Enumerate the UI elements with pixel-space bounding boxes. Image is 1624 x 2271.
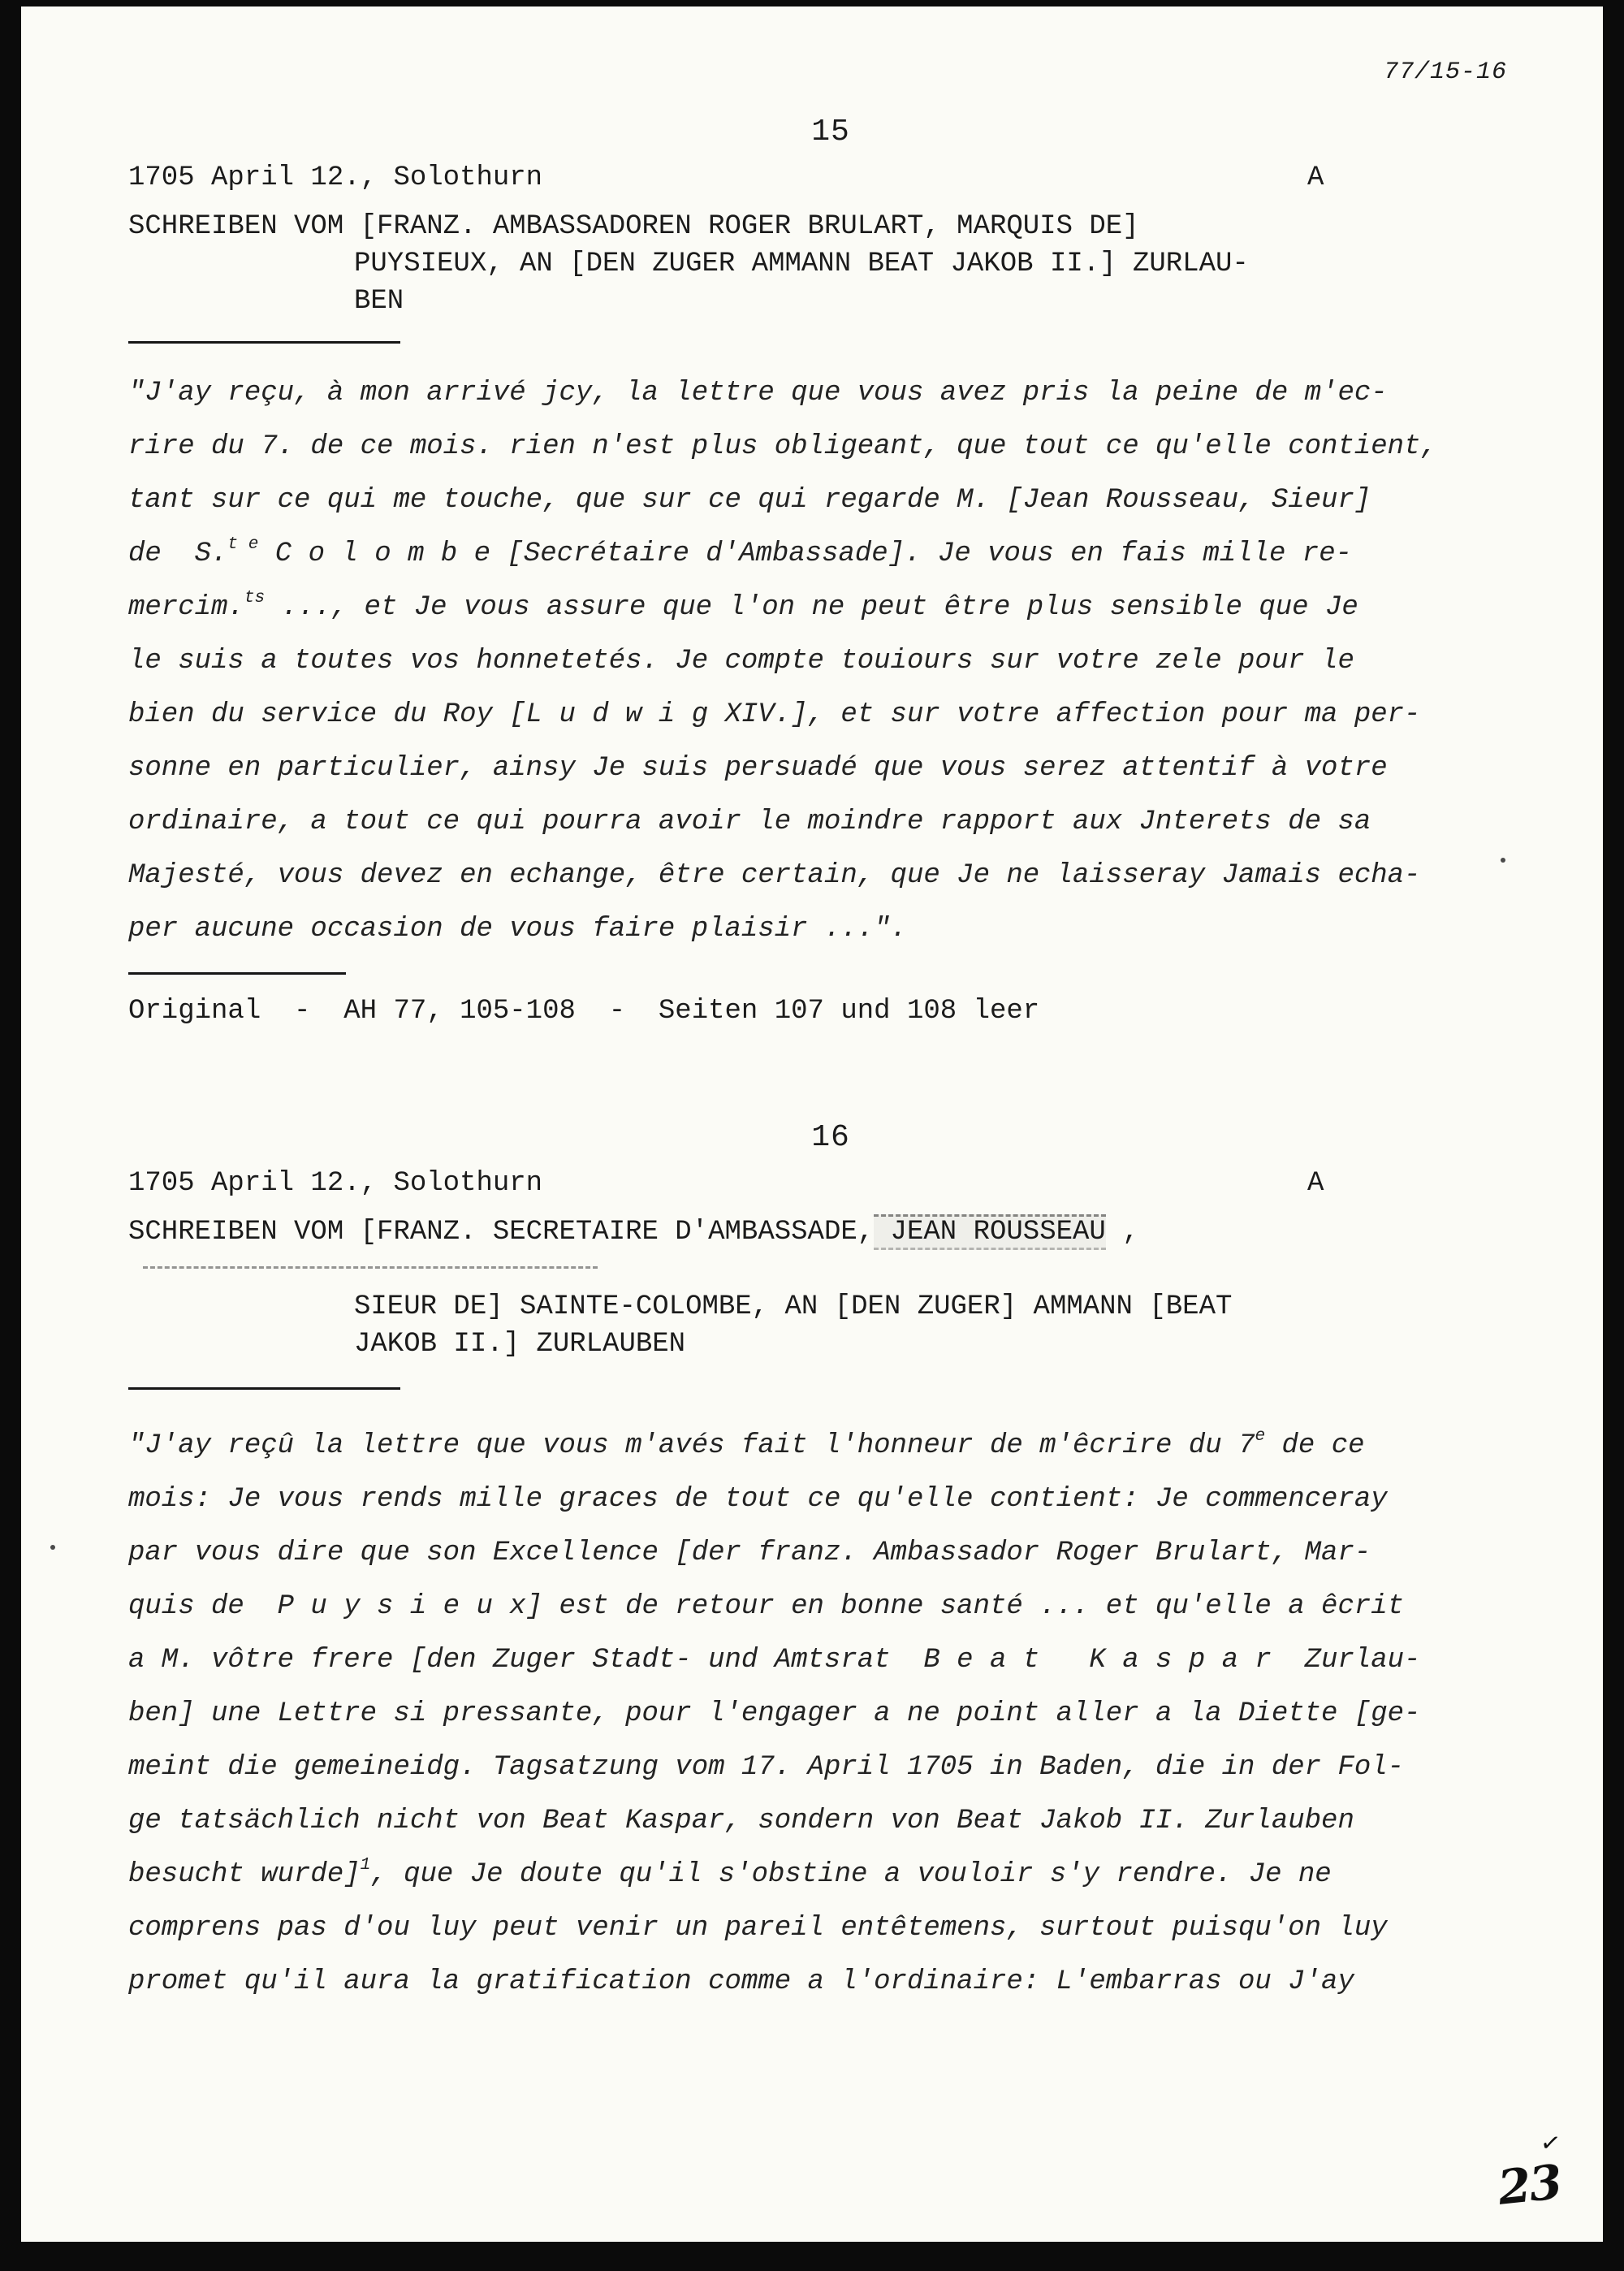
title-text: SCHREIBEN VOM [FRANZ. SECRETAIRE D'AMBASSADE, [128,1217,875,1248]
superscript: e [1255,1425,1266,1446]
title-line: SCHREIBEN VOM [FRANZ. AMBASSADOREN ROGER BRULART, MARQUIS DE] [128,211,1139,242]
archive-marker: A [1307,162,1324,193]
entry-title [128,1213,1533,1363]
quote-block [128,1419,1533,2009]
quote-line: meint die gemeineidg. Tagsatzung vom 17. April 1705 in Baden, die in der Fol- [128,1752,1405,1783]
quote-line: comprens pas d'ou luy peut venir un pareil entêtemens, surtout puisqu'on luy [128,1913,1388,1944]
footnote-marker: 1 [360,1854,371,1875]
quote-text: ..., et Je vous assure que l'on ne peut être plus sensible que Je [265,592,1358,623]
quote-text: de ce [1265,1430,1365,1461]
quote-line: sonne en particulier, ainsy Je suis persuadé que vous serez attentif à votre [128,753,1388,784]
corrected-text: JEAN ROUSSEAU [874,1214,1106,1250]
quote-line [128,1419,1533,1473]
entry-16 [21,1119,1533,2009]
quote-line: tant sur ce qui me touche, que sur ce qui regarde M. [Jean Rousseau, Sieur] [128,485,1371,516]
quote-line: promet qu'il aura la gratification comme a l'ordinaire: L'embarras ou J'ay [128,1966,1354,1997]
date-row [128,159,1533,197]
quote-text: "J'ay reçû la lettre que vous m'avés fait l'honneur de m'êcrire du 7 [128,1430,1255,1461]
quote-line: a M. vôtre frere [den Zuger Stadt- und Amtsrat B e a t K a s p a r Zurlau- [128,1645,1421,1676]
quote-line: rire du 7. de ce mois. rien n'est plus obligeant, que tout ce qu'elle contient, [128,431,1437,462]
date-line: 1705 April 12., Solothurn [128,162,543,193]
quote-line: mois: Je vous rends mille graces de tout ce qu'elle contient: Je commenceray [128,1484,1388,1515]
entry-number: 16 [811,1120,850,1155]
quote-line: ordinaire, a tout ce qui pourra avoir le moindre rapport aux Jnterets de sa [128,807,1371,837]
title-line: PUYSIEUX, AN [DEN ZUGER AMMANN BEAT JAKOB II.] ZURLAU- [354,249,1249,279]
title-line: BEN [354,286,404,317]
archive-marker: A [1307,1168,1324,1199]
separator-rule [128,972,346,975]
entry-number: 15 [811,115,850,149]
superscript: t e [227,534,259,554]
title-line: SIEUR DE] SAINTE-COLOMBE, AN [DEN ZUGER] AMMANN [BEAT [354,1291,1233,1322]
checkmark-icon: ✓ [1540,2128,1561,2161]
quote-line [128,581,1533,634]
quote-line: bien du service du Roy [L u d w i g XIV.], et sur votre affection pour ma per- [128,699,1421,730]
quote-line: "J'ay reçu, à mon arrivé jcy, la lettre que vous avez pris la peine de m'ec- [128,378,1388,409]
source-line: Original - AH 77, 105-108 - Seiten 107 und 108 leer [128,996,1040,1027]
quote-text: C o l o m b e [Secrétaire d'Ambassade]. Je vous en fais mille re- [258,539,1352,569]
quote-line: per aucune occasion de vous faire plaisir ...". [128,914,907,945]
separator-rule [128,1387,400,1390]
quote-text: mercim. [128,592,244,623]
handwritten-page-number [1495,2123,1564,2216]
quote-line [128,527,1533,581]
quote-line: par vous dire que son Excellence [der franz. Ambassador Roger Brulart, Mar- [128,1538,1371,1568]
scan-artifact-dashes [143,1266,598,1269]
date-line: 1705 April 12., Solothurn [128,1168,543,1199]
title-line [128,1213,1533,1288]
title-line: JAKOB II.] ZURLAUBEN [354,1329,686,1360]
scan-speck [50,1545,55,1550]
quote-line [128,1848,1533,1901]
scan-speck [1501,858,1505,863]
quote-text: , que Je doute qu'il s'obstine a vouloir s'y rendre. Je ne [370,1859,1332,1890]
quote-text: besucht wurde] [128,1859,361,1890]
handwritten-number-text: 23 [1495,2154,1564,2216]
entry-title [128,208,1533,320]
quote-line: ge tatsächlich nicht von Beat Kaspar, sondern von Beat Jakob II. Zurlauben [128,1806,1354,1836]
entry-15 [21,114,1533,1030]
quote-line: quis de P u y s i e u x] est de retour en bonne santé ... et qu'elle a êcrit [128,1591,1405,1622]
separator-rule [128,341,400,344]
quote-line: ben] une Lettre si pressante, pour l'engager a ne point aller a la Diette [ge- [128,1698,1421,1729]
document-page [21,6,1603,2242]
quote-line: le suis a toutes vos honnetetés. Je compte touiours sur votre zele pour le [128,646,1354,677]
quote-text: de S. [128,539,228,569]
title-text: , [1105,1217,1139,1248]
quote-line: Majesté, vous devez en echange, être certain, que Je ne laisseray Jamais echa- [128,860,1421,891]
date-row [128,1165,1533,1202]
page-ref: 77/15-16 [1383,58,1507,86]
superscript: ts [244,587,266,608]
quote-block [128,366,1533,956]
